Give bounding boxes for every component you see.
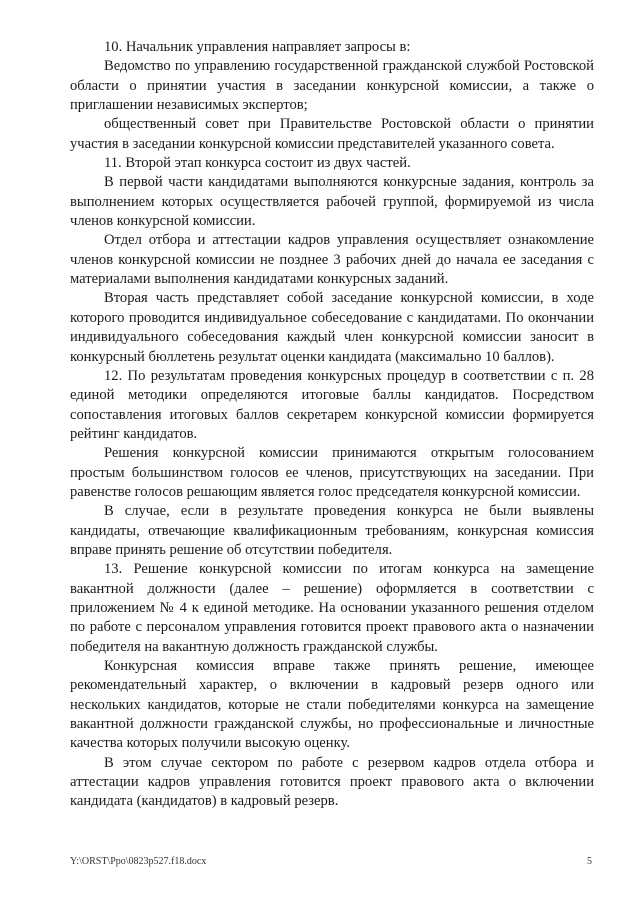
paragraph-reserve-recommendation: Конкурсная комиссия вправе также принять решение, имеющее рекомендательный характер, о включении в кадровый резерв одного или нескольких кандидатов, которые не стали победителями конкурса на замещение вакантной должности гражданской службы, но профессиональные и личностные качества которых получили высокую оценку.	[70, 658, 594, 752]
paragraph-11: 11. Второй этап конкурса состоит из двух частей.	[104, 155, 411, 172]
paragraph-request-ministry: Ведомство по управлению государственной гражданской службой Ростовской области о принятии участия в заседании конкурсной комиссии, а также о приглашении независимых экспертов;	[70, 58, 594, 114]
paragraph-second-part: Вторая часть представляет собой заседание конкурсной комиссии, в ходе которого проводится индивидуальное собеседование с кандидатами. По окончании индивидуального собеседования каждый член конкурсной комиссии заносит в конкурсный бюллетень результат оценки кандидата (максимально 10 баллов).	[70, 290, 594, 365]
paragraph-request-council: общественный совет при Правительстве Ростовской области о принятии участия в заседании конкурсной комиссии представителей указанного совета.	[70, 116, 594, 152]
document-body	[70, 38, 594, 812]
paragraph-voting: Решения конкурсной комиссии принимаются открытым голосованием простым большинством голосов ее членов, присутствующих на заседании. При равенстве голосов решающим является голос председателя конкурсной комиссии.	[70, 445, 594, 500]
paragraph-reserve-act: В этом случае сектором по работе с резервом кадров отдела отбора и аттестации кадров управления готовится проект правового акта о включении кандидата (кандидатов) в кадровый резерв.	[70, 754, 594, 810]
paragraph-12: 12. По результатам проведения конкурсных процедур в соответствии с п. 28 единой методики определяются итоговые баллы кандидатов. Посредством сопоставления итоговых баллов секретарем конкурсной комиссии формируется рейтинг кандидатов.	[70, 367, 594, 442]
paragraph-10: 10. Начальник управления направляет запросы в:	[104, 39, 411, 55]
page-number: 5	[587, 856, 592, 867]
paragraph-department-review: Отдел отбора и аттестации кадров управления осуществляет ознакомление членов конкурсной комиссии не позднее 3 рабочих дней до начала ее заседания с материалами выполнения кандидатами конкурсных заданий.	[70, 232, 594, 288]
file-path: Y:\ORST\Ppo\0823p527.f18.docx	[70, 856, 207, 867]
paragraph-first-part: В первой части кандидатами выполняются конкурсные задания, контроль за выполнением которых осуществляется рабочей группой, формируемой из числа членов конкурсной комиссии.	[70, 174, 594, 230]
paragraph-no-winner: В случае, если в результате проведения конкурса не были выявлены кандидаты, отвечающие квалификационным требованиям, конкурсная комиссия вправе принять решение об отсутствии победителя.	[70, 503, 594, 558]
paragraph-13: 13. Решение конкурсной комиссии по итогам конкурса на замещение вакантной должности (далее – решение) оформляется в соответствии с приложением № 4 к единой методике. На основании указанного решения отделом по работе с персоналом управления готовится проект правового акта о назначении победителя на вакантную должность гражданской службы.	[70, 561, 594, 655]
